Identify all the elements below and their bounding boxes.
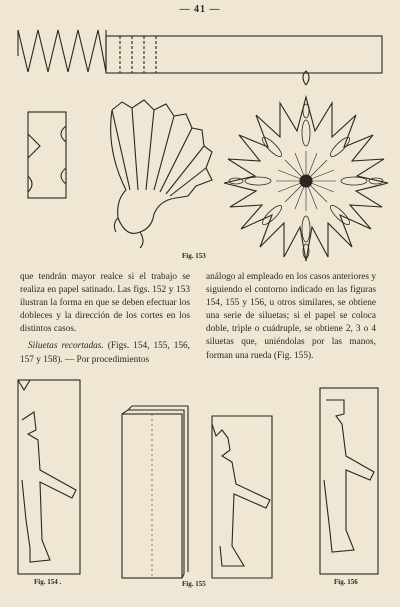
figure-155-silhouette-drawing (212, 416, 272, 578)
paper-rosette-drawing (224, 71, 388, 261)
figure-155-folded-paper-drawing (122, 406, 188, 578)
figure-156-silhouette-drawing (320, 388, 378, 574)
figure-153-caption: Fig. 153 (182, 252, 206, 260)
cut-template-drawing (28, 112, 66, 198)
right-paragraph: análogo al empleado en los casos anteriores y siguiendo el contorno indicado en las figuras 154, 155 y 156, u otros similares, se obtiene una serie de siluetas; si el papel se coloca doble, triple o cuádruple, se obtiene 2, 3 o 4 siluetas que, uniéndolas por las manos, forman una rueda (Fig. 155). (206, 272, 376, 361)
left-paragraph-2 (20, 340, 190, 366)
figure-154-caption: Fig. 154 . (34, 578, 62, 586)
left-paragraph-2-text: (Figs. 154, 155, 156, 157 y 158). — Por procedimientos (20, 341, 191, 365)
figure-154-silhouette-drawing (18, 380, 80, 574)
left-paragraph-1: que tendrán mayor realce si el trabajo se realiza en papel satinado. Las figs. 152 y 153 ilustran la forma en que se deben efectuar los dobleces y la dirección de los cortes en los distintos casos. (20, 272, 190, 335)
section-title-siluetas: Siluetas recortadas. (28, 341, 104, 352)
figure-155-caption: Fig. 155 (182, 580, 206, 588)
page-number: — 41 — (179, 4, 221, 15)
figure-153 (0, 0, 400, 270)
folded-paper-strip-drawing (18, 30, 382, 73)
paper-fan-drawing (111, 100, 212, 248)
left-text-column (20, 271, 190, 367)
figure-156-caption: Fig. 156 (334, 578, 358, 586)
right-text-column (206, 271, 376, 363)
